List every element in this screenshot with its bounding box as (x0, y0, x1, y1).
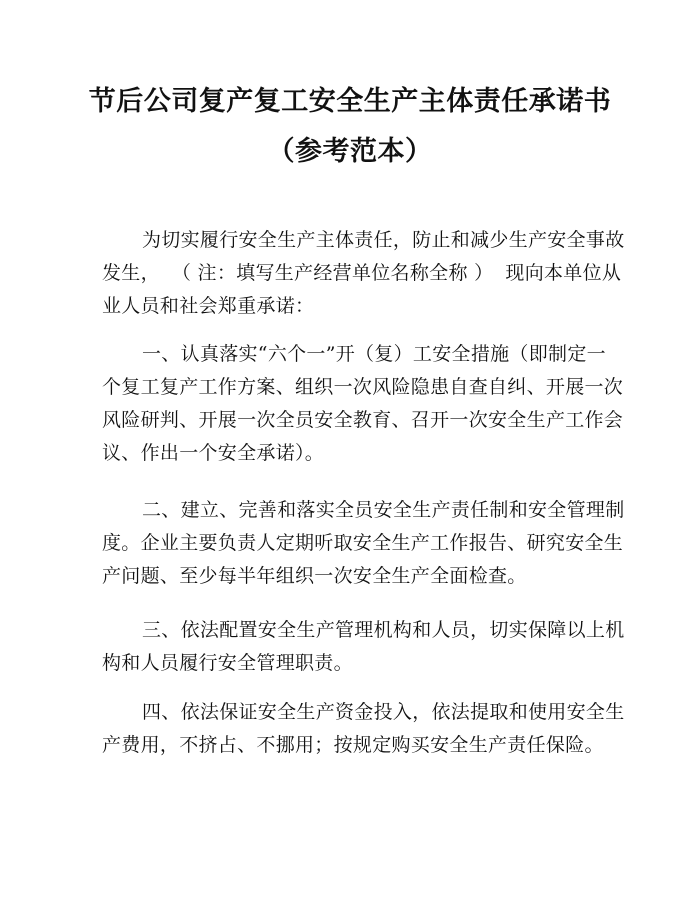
company-name-note: （ 注：填写生产经营单位名称全称 ） (171, 262, 494, 284)
commitment-item-4 (102, 696, 625, 762)
item2-line-2: 度。企业主要负责人定期听取安全生产工作报告、研究安全生 (102, 532, 624, 554)
item1-line-3: 风险研判、开展一次全员安全教育、召开一次安全生产工作会 (102, 409, 624, 431)
item1-line-1: 一、认真落实“六个一”开（复）工安全措施（即制定一 (142, 343, 606, 365)
document-subtitle: （参考范本） (267, 136, 433, 167)
item4-line-1: 四、依法保证安全生产资金投入，依法提取和使用安全生 (142, 701, 625, 723)
item2-line-3: 产问题、至少每半年组织一次安全生产全面检查。 (102, 565, 527, 587)
item3-line-1: 三、依法配置安全生产管理机构和人员，切实保障以上机 (142, 619, 625, 641)
item4-line-2: 产费用，不挤占、不挪用；按规定购买安全生产责任保险。 (102, 734, 604, 756)
commitment-item-2 (102, 494, 625, 593)
item1-line-4: 议、作出一个安全承诺）。 (102, 442, 325, 464)
intro-line-3: 业人员和社会郑重承诺： (102, 295, 315, 317)
commitment-item-3 (102, 614, 625, 680)
item1-line-2: 个复工复产工作方案、组织一次风险隐患自查自纠、开展一次 (102, 376, 624, 398)
intro-line-2-end: 现向本单位从 (505, 262, 622, 284)
intro-line-1: 为切实履行安全生产主体责任，防止和减少生产安全事故 (142, 229, 625, 251)
commitment-item-1 (102, 338, 624, 470)
intro-line-2 (102, 257, 622, 290)
document-title: 节后公司复产复工安全生产主体责任承诺书 (88, 86, 612, 117)
item3-line-2: 构和人员履行安全管理职责。 (102, 652, 353, 674)
intro-paragraph (102, 224, 625, 323)
item2-line-1: 二、建立、完善和落实全员安全生产责任制和安全管理制 (142, 499, 625, 521)
intro-line-2-start: 发生， (102, 262, 160, 284)
